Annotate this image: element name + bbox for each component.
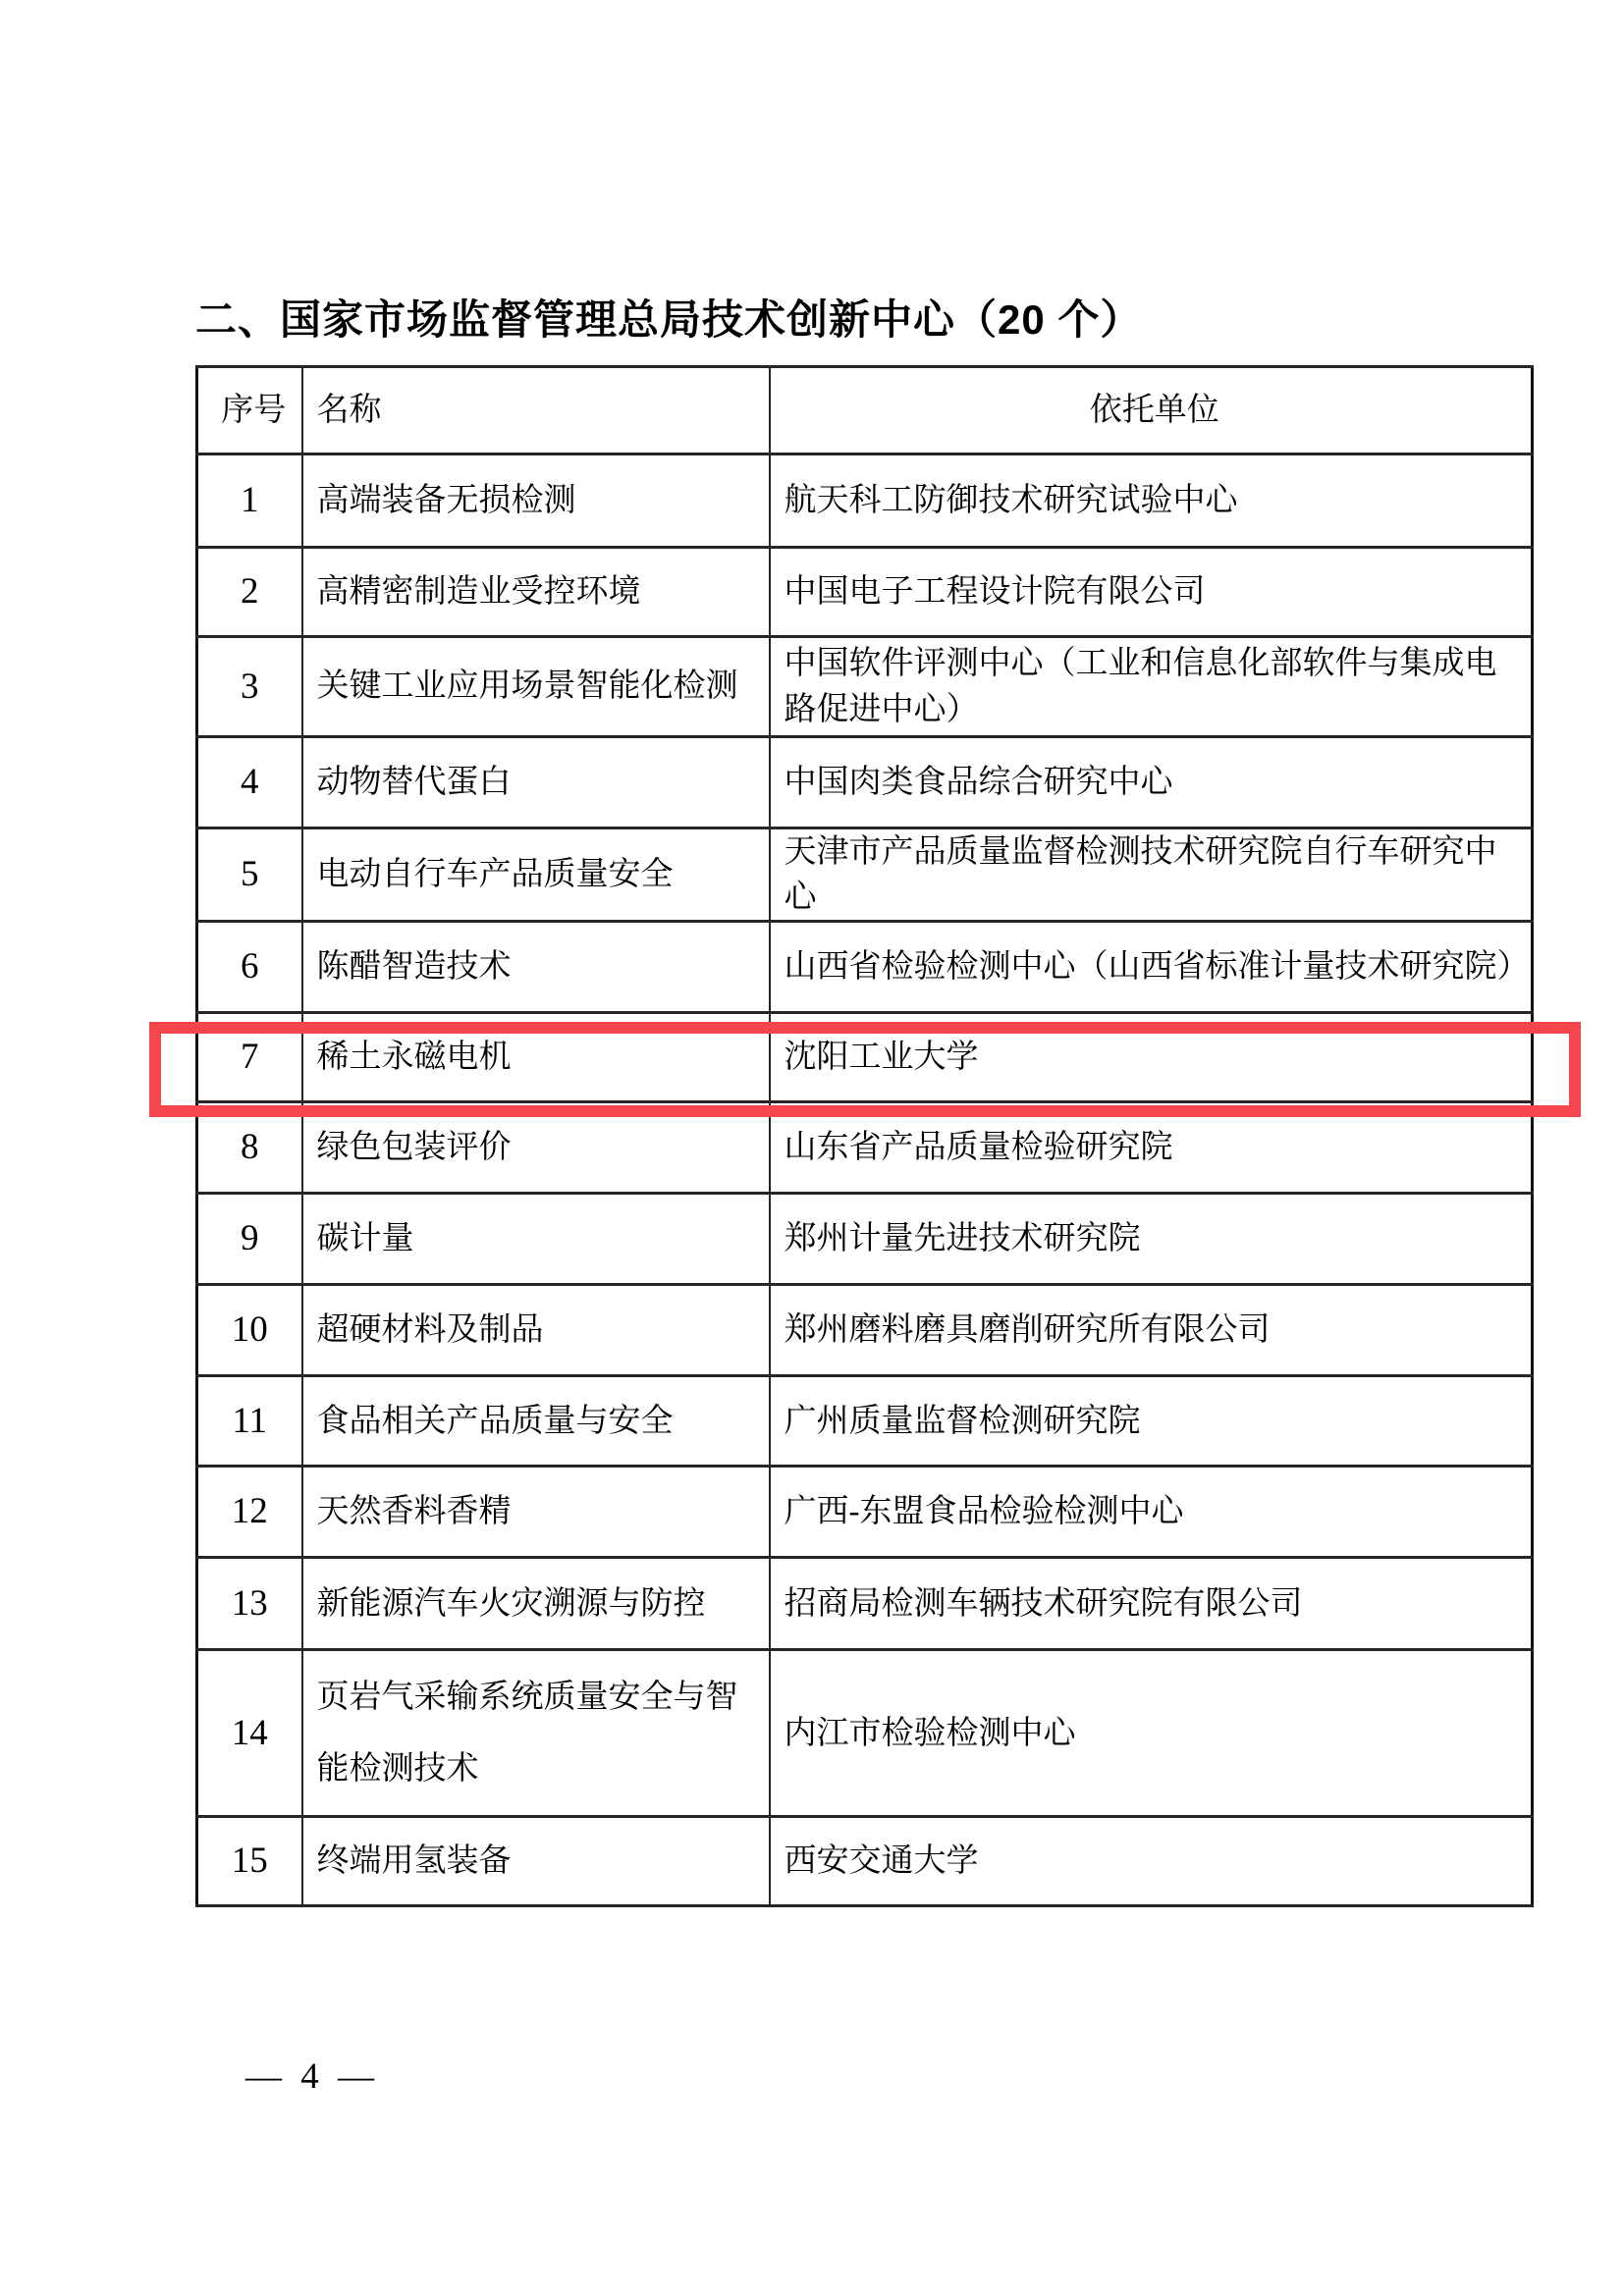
row-name: 电动自行车产品质量安全	[302, 828, 770, 922]
row-name: 新能源汽车火灾溯源与防控	[302, 1558, 770, 1650]
page-number: — 4 —	[245, 2056, 374, 2097]
row-number: 4	[197, 737, 302, 828]
row-name: 陈醋智造技术	[302, 922, 770, 1013]
row-number: 14	[197, 1650, 302, 1817]
table-row	[197, 637, 1533, 737]
row-number: 1	[197, 454, 302, 548]
section-title: 二、国家市场监督管理总局技术创新中心（20 个）	[195, 296, 1143, 343]
row-number: 11	[197, 1376, 302, 1467]
row-number: 10	[197, 1285, 302, 1376]
row-number: 6	[197, 922, 302, 1013]
row-name: 关键工业应用场景智能化检测	[302, 637, 770, 737]
row-org: 郑州计量先进技术研究院	[770, 1194, 1533, 1285]
table-row	[197, 1558, 1533, 1650]
row-number: 5	[197, 828, 302, 922]
row-name: 天然香料香精	[302, 1467, 770, 1558]
row-number: 9	[197, 1194, 302, 1285]
row-name: 终端用氢装备	[302, 1817, 770, 1906]
table-row	[197, 922, 1533, 1013]
row-org: 天津市产品质量监督检测技术研究院自行车研究中心	[770, 828, 1533, 922]
row-org: 中国肉类食品综合研究中心	[770, 737, 1533, 828]
header-name: 名称	[302, 367, 770, 454]
row-org: 广西-东盟食品检验检测中心	[770, 1467, 1533, 1558]
row-number: 8	[197, 1102, 302, 1194]
table-row	[197, 737, 1533, 828]
row-number: 13	[197, 1558, 302, 1650]
row-org: 沈阳工业大学	[770, 1013, 1533, 1102]
row-number: 2	[197, 548, 302, 637]
table-row	[197, 1817, 1533, 1906]
table-row	[197, 1102, 1533, 1194]
header-org: 依托单位	[770, 367, 1533, 454]
row-org: 郑州磨料磨具磨削研究所有限公司	[770, 1285, 1533, 1376]
row-org: 招商局检测车辆技术研究院有限公司	[770, 1558, 1533, 1650]
row-org: 中国电子工程设计院有限公司	[770, 548, 1533, 637]
innovation-centers-table	[195, 365, 1534, 1907]
table-header-row	[197, 367, 1533, 454]
row-org: 广州质量监督检测研究院	[770, 1376, 1533, 1467]
row-name: 动物替代蛋白	[302, 737, 770, 828]
table-row	[197, 548, 1533, 637]
row-org: 航天科工防御技术研究试验中心	[770, 454, 1533, 548]
table-row	[197, 828, 1533, 922]
row-name: 高精密制造业受控环境	[302, 548, 770, 637]
row-org: 中国软件评测中心（工业和信息化部软件与集成电路促进中心）	[770, 637, 1533, 737]
row-name: 页岩气采输系统质量安全与智能检测技术	[302, 1650, 770, 1817]
row-number: 7	[197, 1013, 302, 1102]
table-row	[197, 1194, 1533, 1285]
table-row	[197, 454, 1533, 548]
table-row	[197, 1650, 1533, 1817]
row-name: 碳计量	[302, 1194, 770, 1285]
row-name: 食品相关产品质量与安全	[302, 1376, 770, 1467]
row-name: 稀土永磁电机	[302, 1013, 770, 1102]
row-name: 超硬材料及制品	[302, 1285, 770, 1376]
row-org: 内江市检验检测中心	[770, 1650, 1533, 1817]
row-number: 3	[197, 637, 302, 737]
table-body	[197, 454, 1533, 1906]
header-index: 序号	[197, 367, 302, 454]
row-name: 高端装备无损检测	[302, 454, 770, 548]
table-row	[197, 1376, 1533, 1467]
row-org: 山西省检验检测中心（山西省标准计量技术研究院）	[770, 922, 1533, 1013]
row-org: 山东省产品质量检验研究院	[770, 1102, 1533, 1194]
row-number: 12	[197, 1467, 302, 1558]
table-row	[197, 1013, 1533, 1102]
row-org: 西安交通大学	[770, 1817, 1533, 1906]
row-name: 绿色包装评价	[302, 1102, 770, 1194]
row-number: 15	[197, 1817, 302, 1906]
table-row	[197, 1467, 1533, 1558]
table-row	[197, 1285, 1533, 1376]
